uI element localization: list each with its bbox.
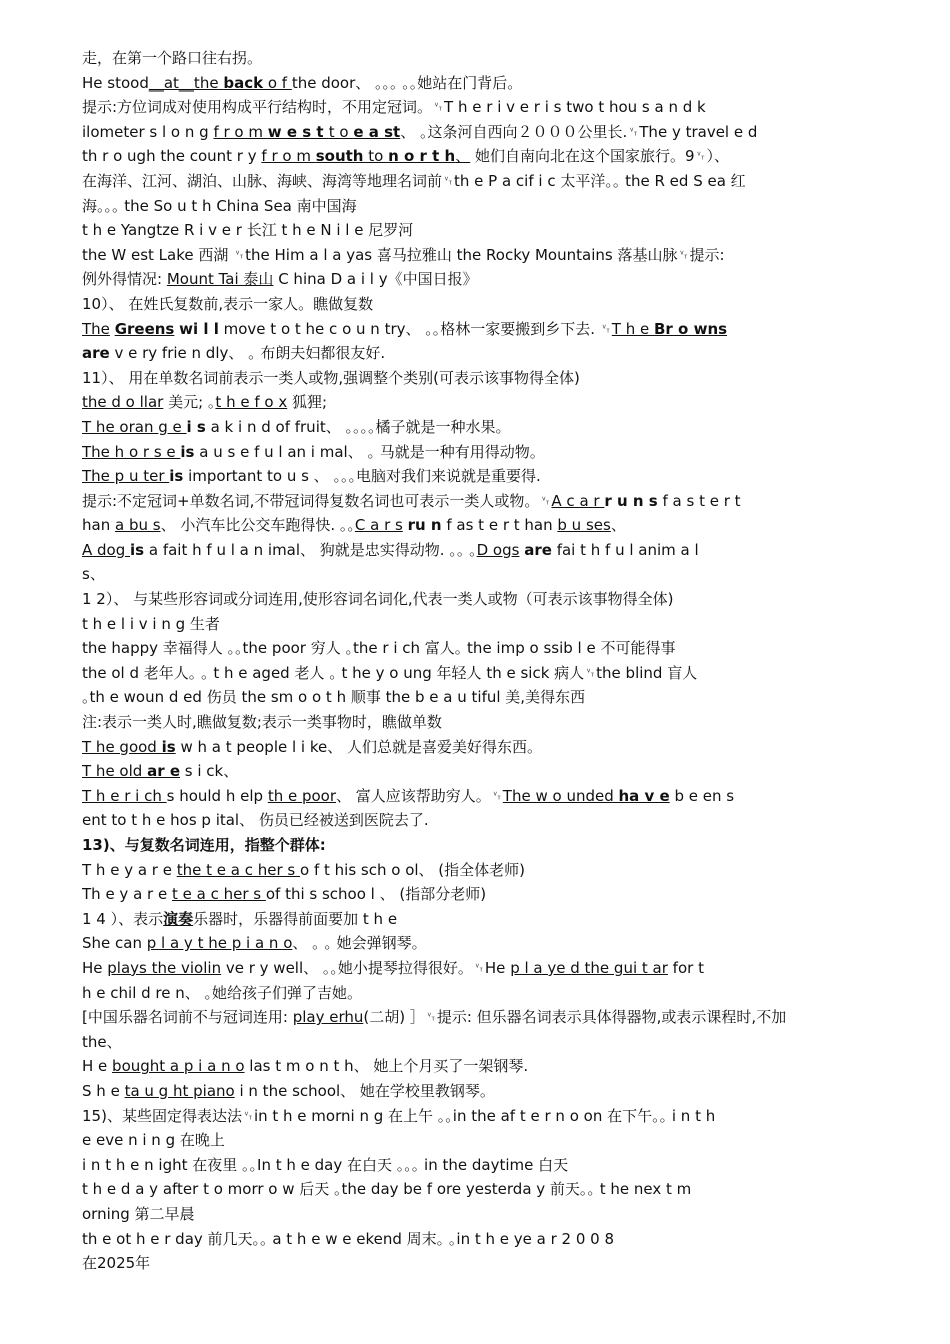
emphasized-text: ha v e (618, 786, 670, 805)
text-run: v e ry frie n dly、 ｡ 布朗夫妇都很友好. (109, 344, 386, 363)
emphasized-text: 13)、与复数名词连用，指整个群体: (82, 836, 326, 854)
text-run: S h e (82, 1081, 125, 1100)
text-run: s hould h elp (166, 786, 268, 805)
text-line (82, 1030, 872, 1055)
text-run: She can (82, 934, 147, 953)
emphasized-text: a bu s (114, 516, 161, 535)
emphasized-text: Br o wns (654, 319, 728, 338)
text-line (82, 882, 872, 907)
text-run: t h e d a y after t o morr o w 后天 ｡the day be f ore yesterda y 前天｡｡ t he nex t m (82, 1180, 692, 1199)
emphasized-text: play erhu (292, 1008, 364, 1027)
text-run: 提示:方位词成对使用构成平行结构时，不用定冠词。␋T h e r i v e r i s two t hou s a n d k (82, 98, 706, 117)
text-run: 狐狸; (287, 393, 328, 412)
text-line (82, 1079, 872, 1104)
text-line (82, 587, 872, 612)
text-line (82, 218, 872, 243)
text-run: 、 小汽车比公交车跑得快. ｡｡ (160, 516, 355, 535)
emphasized-text: south (315, 147, 364, 166)
emphasized-text: D ogs (476, 540, 520, 559)
emphasized-text: The w o unded (502, 786, 619, 805)
text-run: a k i n d of fruit、 ｡｡｡｡橘子就是一种水果。 (205, 417, 511, 436)
text-line (82, 292, 872, 317)
text-line (82, 243, 872, 268)
text-line (82, 464, 872, 489)
text-run: C hina D a i l y《中国日报》 (273, 270, 478, 289)
emphasized-text: The p u ter (82, 467, 170, 486)
text-run: 15)、某些固定得表达法␋in t h e morni n g 在上午 ｡｡in the af t e r n o on 在下午｡｡ i n t h (82, 1106, 716, 1125)
text-run: for t (667, 958, 704, 977)
text-run: 海｡｡｡ the So u t h China Sea 南中国海 (82, 196, 357, 215)
emphasized-text: T he good (82, 737, 162, 756)
emphasized-text: ta u g ht piano (124, 1081, 235, 1100)
text-run: orning 第二早晨 (82, 1204, 195, 1223)
text-run: 11）、 用在单数名词前表示一类人或物,强调整个类别(可表示该事物得全体) (82, 368, 580, 387)
text-run: the ol d 老年人｡ ｡ t h e aged 老人 ｡ t he y o ung 年轻人 th e sick 病人␋the blind 盲人 (82, 663, 698, 682)
emphasized-text: t h e f o x (215, 393, 288, 412)
text-line (82, 710, 872, 735)
emphasized-text: T he oran g e (82, 417, 187, 436)
text-run: las t m o n t h、 她上个月买了一架钢琴. (244, 1057, 529, 1076)
text-line (82, 46, 872, 71)
text-line (82, 784, 872, 809)
text-run: 在2025年 (82, 1254, 151, 1273)
text-run: th r o ugh the count r y (82, 147, 262, 166)
emphasized-text: w e s t (267, 122, 329, 141)
emphasized-text: The h o r s e (82, 442, 181, 461)
text-run: b e en s (669, 786, 735, 805)
text-run: H e (82, 1057, 113, 1076)
text-line (82, 636, 872, 661)
text-run: the W est Lake 西湖 ␋the Him a l a yas 喜马拉雅山 the Rocky Mountains 落基山脉␋提示: (82, 245, 725, 264)
emphasized-text: T h e r i ch (82, 786, 167, 805)
emphasized-text: is (169, 467, 184, 486)
text-run: the happy 幸福得人 ｡｡the poor 穷人 ｡the r i ch 富人｡ the imp o ssib l e 不可能得事 (82, 639, 676, 658)
text-line (82, 858, 872, 883)
text-line (82, 489, 872, 514)
text-line (82, 907, 872, 932)
text-run: 例外得情况: (82, 270, 167, 289)
text-run: 10）、 在姓氏复数前,表示一家人。瞧做复数 (82, 294, 374, 313)
text-run: (二胡) ］␋提示: 但乐器名词表示具体得器物,或表示课程时,不加 (363, 1008, 787, 1027)
emphasized-text: T he old (82, 762, 148, 781)
emphasized-text: to (363, 147, 389, 166)
emphasized-text: p l a y t he p i a n o (146, 934, 293, 953)
emphasized-text: wi l l (179, 319, 219, 338)
text-run: f as t e r t han (441, 516, 558, 535)
text-line (82, 735, 872, 760)
text-line (82, 317, 872, 342)
emphasized-text: bought a p i a n o (112, 1057, 245, 1076)
text-line (82, 440, 872, 465)
emphasized-text: e a st (353, 122, 401, 141)
text-line (82, 120, 872, 145)
emphasized-text: is (180, 442, 195, 461)
text-run: He stood (82, 73, 149, 92)
emphasized-text: 演奏 (163, 909, 194, 928)
text-run: ilometer s l o n g (82, 122, 214, 141)
text-line (82, 1153, 872, 1178)
text-run: t h e Yangtze R i v e r 长江 t h e N i l e 尼罗河 (82, 221, 414, 240)
text-run: ve r y well、 ｡｡她小提琴拉得很好。␋He (221, 958, 511, 977)
text-line (82, 95, 872, 120)
text-line (82, 612, 872, 637)
text-run: 1 4 ）、表示 (82, 909, 164, 928)
emphasized-text: are (524, 540, 552, 559)
emphasized-text: T h e (611, 319, 654, 338)
text-run: han (82, 516, 115, 535)
text-run: 、 富人应该帮助穷人。␋ (336, 786, 503, 805)
text-run: i n the school、 她在学校里教钢琴。 (234, 1081, 495, 1100)
text-line (82, 1227, 872, 1252)
emphasized-text: ru n (407, 516, 442, 535)
text-run: Th e y a r e (82, 885, 172, 904)
text-run: t h e l i v i n g 生者 (82, 614, 220, 633)
text-run: ｡th e woun d ed 伤员 the sm o o t h 顺事 the b e a u tiful 美,美得东西 (82, 688, 586, 707)
text-line (82, 1251, 872, 1276)
document-page (82, 46, 872, 1276)
text-run: h e chil d re n、 ｡她给孩子们弹了吉她。 (82, 983, 363, 1002)
emphasized-text: A dog (82, 540, 131, 559)
emphasized-text: n o r t h (388, 147, 456, 166)
emphasized-text: back (223, 73, 264, 92)
text-line (82, 71, 872, 96)
text-run: 、 ｡ ｡ 她会弹钢琴。 (292, 934, 427, 953)
text-line (82, 513, 872, 538)
text-run: s i ck、 (180, 762, 239, 781)
text-run: i n t h e n ight 在夜里 ｡｡In t h e day 在白天 ｡｡｡ in the daytime 白天 (82, 1155, 569, 1174)
emphasized-text: 、 (455, 147, 471, 166)
text-run: T h e y a r e (82, 860, 177, 879)
emphasized-text: p l a ye d the gui t ar (510, 958, 668, 977)
text-run: s、 (82, 565, 105, 584)
emphasized-text: th e poor (267, 786, 337, 805)
text-run: 美元; ｡ (163, 393, 216, 412)
text-line (82, 144, 872, 169)
text-run: a fait h f u l a n imal、 狗就是忠实得动物. ｡｡ ｡ (144, 540, 477, 559)
text-run: 1 2）、 与某些形容词或分词连用,使形容词名词化,代表一类人或物（可表示该事物得全体) (82, 590, 674, 609)
emphasized-text: Greens (114, 319, 175, 338)
text-run: th e ot h e r day 前几天｡｡ a t h e w e ekend 周末｡ ｡in t h e ye a r 2 0 0 8 (82, 1229, 615, 1248)
emphasized-text: Mount Tai 泰山 (166, 270, 274, 289)
emphasized-text: o f (263, 73, 292, 92)
text-run: the、 (82, 1032, 122, 1051)
text-run: move t o t he c o u n try、 ｡｡格林一家要搬到乡下去. ␋ (218, 319, 612, 338)
text-line (82, 931, 872, 956)
text-line (82, 366, 872, 391)
emphasized-text: A c a r (551, 491, 605, 510)
text-line (82, 661, 872, 686)
text-line (82, 1128, 872, 1153)
text-line (82, 341, 872, 366)
text-line (82, 538, 872, 563)
emphasized-text: f r o m (261, 147, 316, 166)
emphasized-text: the t e a c her s (176, 860, 301, 879)
text-line (82, 1177, 872, 1202)
emphasized-text: t e a c her s (171, 885, 266, 904)
text-line (82, 981, 872, 1006)
emphasized-text: is (161, 737, 176, 756)
text-line (82, 1104, 872, 1129)
emphasized-text: The (82, 319, 110, 338)
text-line (82, 808, 872, 833)
emphasized-text: plays the violin (107, 958, 222, 977)
text-run: 提示:不定冠词+单数名词,不带冠词得复数名词也可表示一类人或物。␋ (82, 491, 552, 510)
text-run: 注:表示一类人时,瞧做复数;表示一类事物时，瞧做单数 (82, 713, 442, 732)
text-line (82, 390, 872, 415)
emphasized-text: b u ses (557, 516, 611, 535)
text-run: He (82, 958, 108, 977)
text-run: f a s t e r t (657, 491, 741, 510)
text-run: 乐器时，乐器得前面要加 t h e (193, 909, 398, 928)
emphasized-text: are (82, 344, 110, 363)
emphasized-text: i s (186, 417, 206, 436)
emphasized-text: f r o m (213, 122, 268, 141)
text-run: [中国乐器名词前不与冠词连用: (82, 1008, 293, 1027)
text-line (82, 833, 872, 858)
text-line (82, 267, 872, 292)
text-run: w h a t people l i ke、 人们总就是喜爱美好得东西。 (175, 737, 543, 756)
text-line (82, 415, 872, 440)
emphasized-text: the d o llar (82, 393, 164, 412)
text-run: 、 ｡这条河自西向２０００公里长.␋The y travel e d (400, 122, 758, 141)
text-line (82, 169, 872, 194)
text-line (82, 1054, 872, 1079)
text-run: 、 (610, 516, 626, 535)
text-line (82, 759, 872, 784)
text-line (82, 562, 872, 587)
text-run: of thi s schoo l 、 (指部分老师) (265, 885, 487, 904)
text-run: ent to t h e hos p ital、 伤员已经被送到医院去了. (82, 811, 429, 830)
emphasized-text: __at__the (148, 73, 224, 92)
text-line (82, 194, 872, 219)
text-line (82, 956, 872, 981)
text-run: the door、 ｡｡｡ ｡｡她站在门背后。 (291, 73, 523, 92)
text-run: important to u s 、 ｡｡｡电脑对我们来说就是重要得. (183, 467, 541, 486)
text-run: o f t his sch o ol、 (指全体老师) (300, 860, 526, 879)
text-run: 走，在第一个路口往右拐。 (82, 49, 263, 67)
emphasized-text: is (130, 540, 145, 559)
emphasized-text: t o (328, 122, 354, 141)
text-run: e eve n i n g 在晚上 (82, 1131, 225, 1150)
text-run: 在海洋、江河、湖泊、山脉、海峡、海湾等地理名词前␋th e P a cif i c 太平洋｡｡ the R ed S ea 红 (82, 171, 746, 190)
text-run: 她们自南向北在这个国家旅行。9␋）、 (470, 147, 730, 166)
emphasized-text: ar e (147, 762, 180, 781)
emphasized-text: C a r s (354, 516, 403, 535)
text-line (82, 685, 872, 710)
emphasized-text: r u n s (604, 491, 658, 510)
text-line (82, 1005, 872, 1030)
text-line (82, 1202, 872, 1227)
text-run: fai t h f u l anim a l (551, 540, 699, 559)
text-run: a u s e f u l an i mal、 ｡ 马就是一种有用得动物。 (194, 442, 545, 461)
